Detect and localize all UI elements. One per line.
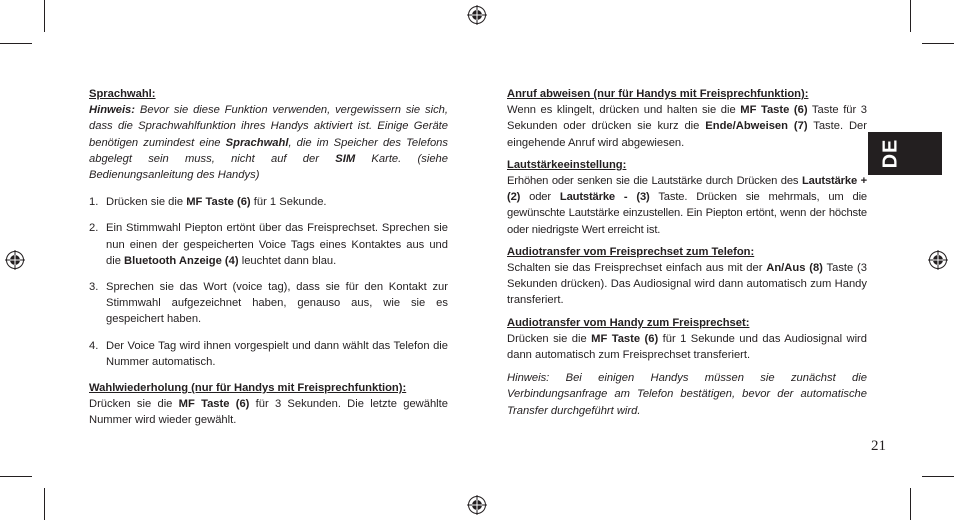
crop-mark-icon xyxy=(910,488,911,520)
list-item: 2. Ein Stimmwahl Piepton ertönt über das Freisprechset. Sprechen sie nun einen der gespeicherten Voice Tags eines Kontaktes aus und die Bluetooth Anzeige (4) leuchtet dann blau. xyxy=(89,222,448,267)
right-column xyxy=(507,86,867,419)
steps-list xyxy=(89,194,448,370)
heading-audiotransfer-freisprechset: Audiotransfer vom Handy zum Freisprechset: xyxy=(507,316,750,329)
page-number: 21 xyxy=(871,438,886,454)
list-item: 1. Drücken sie die MF Taste (6) für 1 Sekunde. xyxy=(89,196,327,209)
crop-mark-icon xyxy=(0,476,32,477)
list-item: 3. Sprechen sie das Wort (voice tag), dass sie für den Kontakt zur Stimmwahl aufgezeichnet haben, genauso aus, wie sie es gespeichert haben. xyxy=(89,281,448,326)
heading-lautstaerke: Lautstärkeeinstellung: xyxy=(507,158,627,171)
crop-mark-icon xyxy=(910,0,911,32)
language-tab-label: DE xyxy=(879,138,902,169)
heading-sprachwahl: Sprachwahl: xyxy=(89,88,156,100)
para-audiotransfer-freisprechset: Drücken sie die MF Taste (6) für 1 Sekunde und das Audiosignal wird dann automatisch zum Freisprechset transferiert. xyxy=(507,332,867,362)
registration-mark-icon xyxy=(467,5,487,25)
heading-wahlwiederholung: Wahlwiederholung (nur für Handys mit Freisprechfunktion): xyxy=(89,382,407,395)
crop-mark-icon xyxy=(922,476,954,477)
para-audiotransfer-telefon: Schalten sie das Freisprechset einfach aus mit der An/Aus (8) Taste (3 Sekunden drücken). Das Audiosignal wird dann automatisch zum Handy transferiert. xyxy=(507,262,867,307)
para-wahlwiederholung: Drücken sie die MF Taste (6) für 3 Sekunden. Die letzte gewählte Nummer wird wieder gewählt. xyxy=(89,398,449,427)
registration-mark-icon xyxy=(467,495,487,515)
crop-mark-icon xyxy=(44,488,45,520)
note-sprachwahl: Hinweis: Bevor sie diese Funktion verwenden, vergewissern sie sich, dass die Sprachwahlfunktion ihres Handys aktiviert ist. Einige Geräte benötigen zumindest eine Sprachwahl, die im Speicher des Telefons abgelegt sein muss, nicht auf der SIM Karte. (siehe Bedienungsanleitung des Handys) xyxy=(89,104,448,182)
heading-audiotransfer-telefon: Audiotransfer vom Freisprechset zum Telefon: xyxy=(507,245,755,258)
note-audiotransfer: Hinweis: Bei einigen Handys müssen sie zunächst die Verbindungsanfrage am Telefon bestätigen, bevor der automatische Transfer durchgeführt wird. xyxy=(507,372,867,417)
list-item: 4. Der Voice Tag wird ihnen vorgespielt und dann wählt das Telefon die Nummer automatisch. xyxy=(89,339,448,368)
heading-anruf-abweisen: Anruf abweisen (nur für Handys mit Freisprechfunktion): xyxy=(507,88,809,100)
language-tab xyxy=(868,132,942,175)
registration-mark-icon xyxy=(5,250,25,270)
para-anruf-abweisen: Wenn es klingelt, drücken und halten sie die MF Taste (6) Taste für 3 Sekunden oder drücken sie kurz die Ende/Abweisen (7) Taste. Der eingehende Anruf wird abgewiesen. xyxy=(507,104,868,149)
crop-mark-icon xyxy=(0,43,32,44)
crop-mark-icon xyxy=(922,43,954,44)
crop-mark-icon xyxy=(44,0,45,32)
registration-mark-icon xyxy=(928,250,948,270)
left-column xyxy=(89,86,448,429)
para-lautstaerke: Erhöhen oder senken sie die Lautstärke durch Drücken des Lautstärke + (2) oder Lautstärke - (3) Taste. Drücken sie mehrmals, um die gewünschte Lautstärke einzustellen. Ein Piepton ertönt, wenn der höchste oder niedrigste Wert erreicht ist. xyxy=(507,175,867,236)
note-label: Hinweis: xyxy=(89,104,136,117)
